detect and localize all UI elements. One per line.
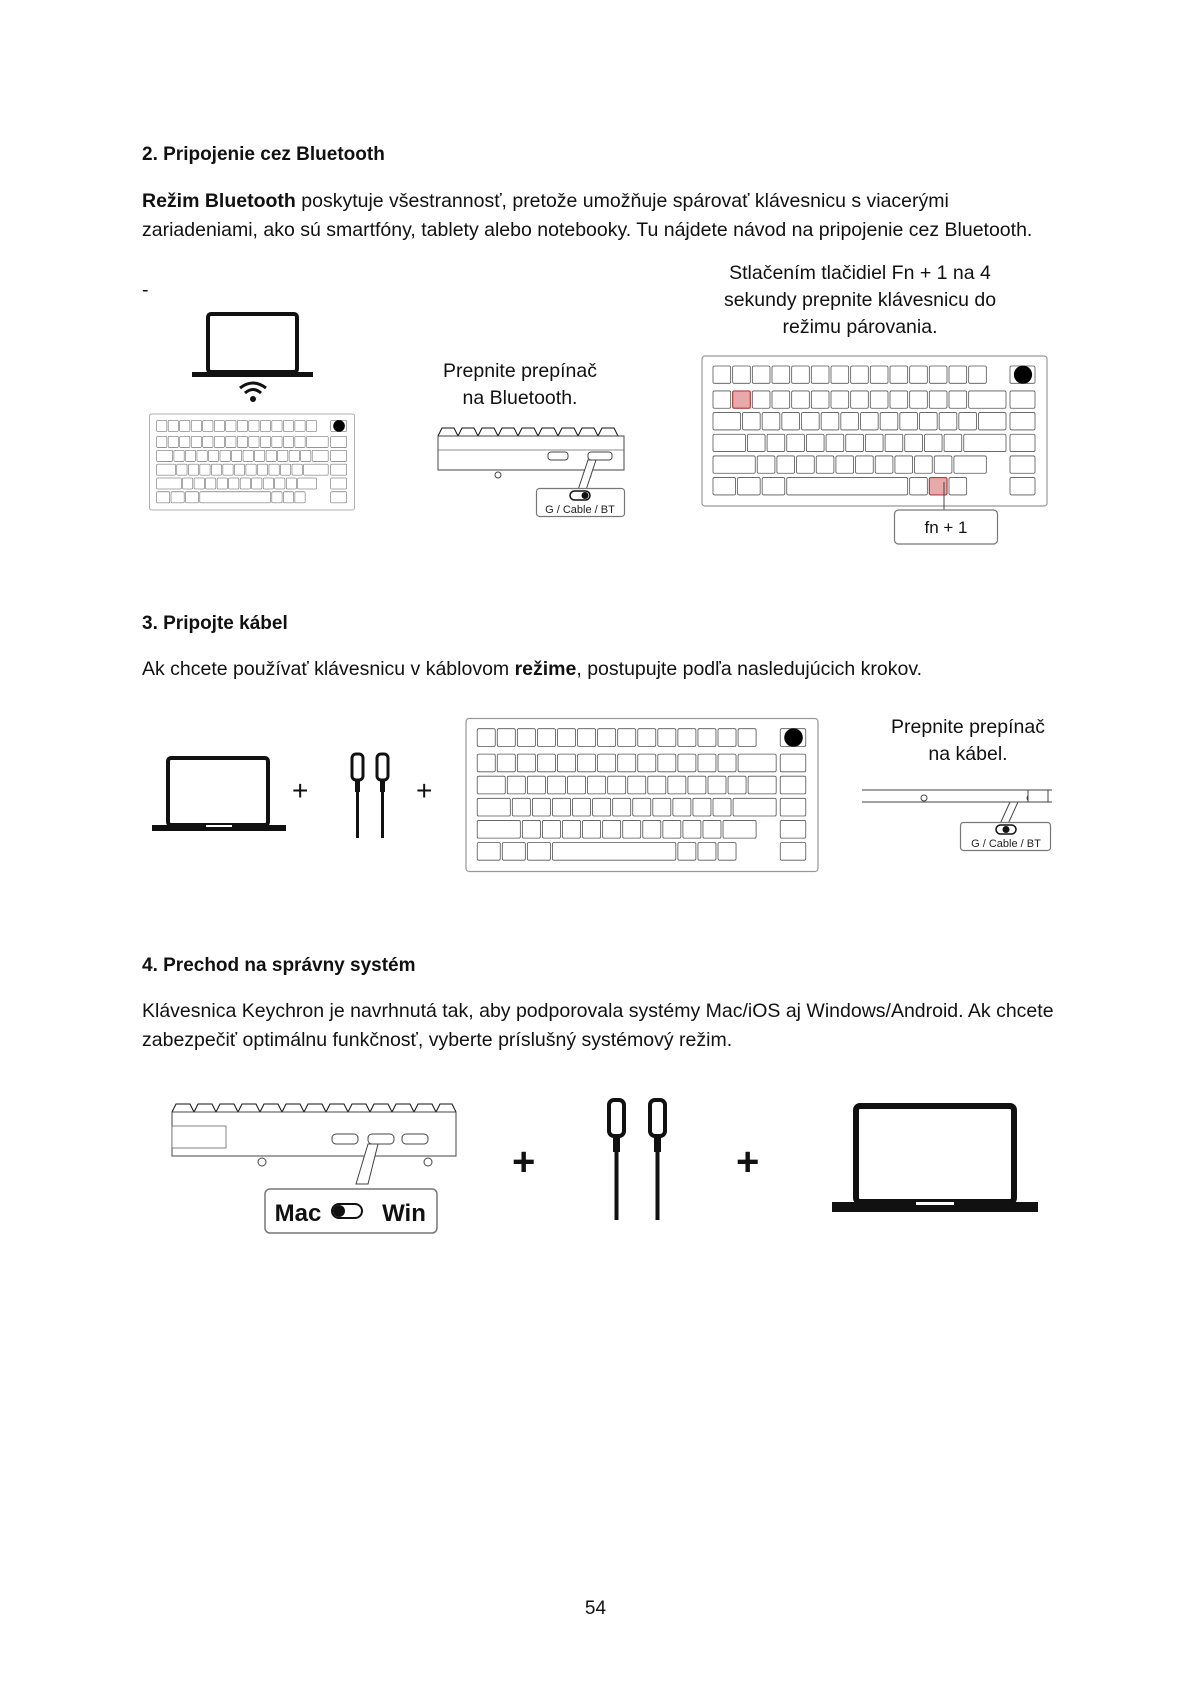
- section4-text: Klávesnica Keychron je navrhnutá tak, aby podporovala systémy Mac/iOS aj Windows/Android. Ak chcete zabezpečiť optimálnu funkčnosť, vyberte príslušný systémový režim.: [142, 1000, 1054, 1051]
- usb-c-cable-icon: [604, 1098, 670, 1222]
- cable-switch-label: G / Cable / BT: [971, 838, 1041, 850]
- keyboard-icon: [466, 716, 818, 874]
- page-number: 54: [584, 1598, 607, 1619]
- bt-switch-box: [536, 488, 626, 518]
- bt-switch-label: G / Cable / BT: [545, 504, 615, 516]
- laptop-icon: [150, 755, 288, 835]
- usb-c-cable-icon: [348, 752, 394, 840]
- cable-switch-box: [960, 822, 1052, 852]
- fn-combo-callout: [894, 482, 1000, 548]
- section3-text-bold: režime: [514, 658, 577, 680]
- section4-heading: 4. Prechod na správny systém: [142, 955, 416, 976]
- section3-heading: 3. Pripojte kábel: [142, 613, 288, 634]
- section2-heading: 2. Pripojenie cez Bluetooth: [142, 144, 385, 165]
- section2-dash: -: [142, 279, 149, 301]
- section3-text: [142, 655, 1082, 684]
- section2-step-pair: Stlačením tlačidiel Fn + 1 na 4 sekundy prepnite klávesnicu do režimu párovania.: [723, 262, 997, 338]
- laptop-icon: [830, 1102, 1040, 1218]
- plus-icon: +: [736, 1140, 760, 1184]
- plus-icon: +: [292, 775, 309, 806]
- plus-icon: +: [512, 1140, 536, 1184]
- laptop-icon: [190, 312, 315, 380]
- wifi-icon: [238, 380, 268, 404]
- section2-intro-rest: poskytuje všestrannosť, pretože umožňuje spárovať klávesnicu s viacerými zariadeniami, ako sú smartfóny, tablety alebo notebooky. Tu nájdete návod na pripojenie cez Bluetooth.: [142, 190, 1033, 241]
- fn-combo-label: fn + 1: [924, 518, 968, 537]
- section2-step-switch: Prepnite prepínač na Bluetooth.: [443, 360, 597, 409]
- win-label: Win: [382, 1200, 426, 1227]
- section2-intro: [142, 187, 1042, 245]
- section3-step-switch: Prepnite prepínač na kábel.: [891, 716, 1045, 765]
- section3-text-before: Ak chcete používať klávesnicu v káblovom: [142, 658, 515, 680]
- toggle-switch-icon: [333, 1205, 345, 1217]
- section3-text-after: , postupujte podľa nasledujúcich krokov.: [576, 658, 923, 680]
- mac-win-switch-box: [264, 1188, 440, 1236]
- section2-intro-bold: Režim Bluetooth: [142, 190, 296, 212]
- mac-label: Mac: [274, 1200, 322, 1227]
- keyboard-icon: [148, 414, 356, 510]
- plus-icon: +: [416, 775, 433, 806]
